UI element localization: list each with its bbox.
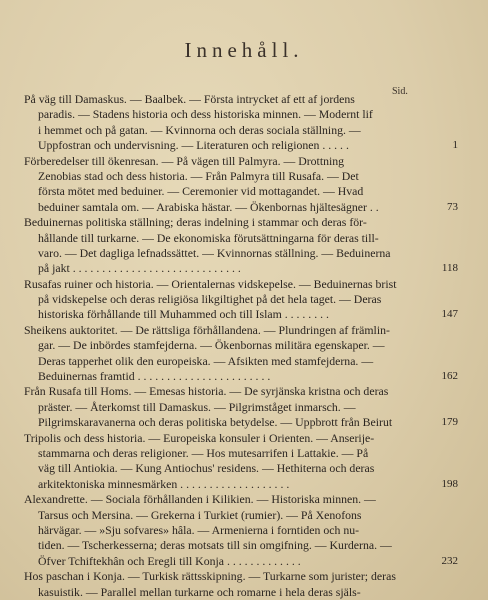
- toc-entry: [24, 384, 458, 430]
- toc-entry-line: Tripolis och dess historia. — Europeiska konsuler i Orienten. — Anserije-: [24, 430, 375, 445]
- toc-entry-line: historiska förhållande till Muhammed och till Islam . . . . . . . . 147: [38, 307, 458, 322]
- toc-entry-line: Tarsus och Mersina. — Grekerna i Turkiet (rumier). — På Xenofons: [38, 507, 362, 522]
- toc-entry: [24, 569, 444, 600]
- toc-entry-line: i hemmet och på gatan. — Kvinnorna och deras sociala ställning. —: [38, 122, 361, 137]
- toc-entry-line: gar. — De inbördes stamfejderna. — Ökenbornas militära egenskaper. —: [38, 338, 385, 353]
- toc-entry-line: första mötet med beduiner. — Ceremonier vid mottagandet. — Hvad: [38, 184, 364, 199]
- toc-entry-line: hållande till turkarne. — De ekonomiska förutsättningarna för deras till-: [38, 230, 379, 245]
- toc-entry-line: väg till Antiokia. — Kung Antiochus' residens. — Hethiterna och deras: [38, 461, 375, 476]
- toc-entry-line: varo. — Det dagliga lefnadssättet. — Kvinnornas ställning. — Beduinerna: [38, 245, 391, 260]
- page-column-label: Sid.: [392, 86, 408, 97]
- page-title: Innehåll.: [184, 38, 304, 62]
- toc-entry-line: Rusafas ruiner och historia. — Orientalernas vidskepelse. — Beduinernas brist: [24, 276, 397, 291]
- toc-entry-line: paradis. — Stadens historia och dess historiska minnen. — Modernt lif: [38, 107, 373, 122]
- toc-page-number: 198: [441, 477, 458, 490]
- toc-page-number: 147: [441, 308, 458, 321]
- toc-entry-line: Pilgrimskaravanerna och deras politiska betydelse. — Uppbrott från Beirut 179: [38, 415, 458, 430]
- toc-entry-line: på vidskepelse och deras religiösa likgiltighet på det hela taget. — Deras: [38, 292, 382, 307]
- toc-entry-line: Hos paschan i Konja. — Turkisk rättsskipning. — Turkarne som jurister; deras: [24, 569, 396, 584]
- toc-entry-line: Förberedelser till ökenresan. — På vägen till Palmyra. — Drottning: [24, 153, 345, 168]
- toc-page-number: 118: [441, 262, 458, 275]
- toc-entry: [24, 215, 458, 277]
- toc-entry-line: Beduinernas framtid . . . . . . . . . . . . . . . . . . . . . . . 162: [38, 369, 458, 384]
- toc-entry-line: arkitektoniska minnesmärken . . . . . . . . . . . . . . . . . . . 198: [38, 476, 458, 491]
- table-of-contents: [24, 92, 458, 600]
- toc-entry: [24, 492, 458, 569]
- toc-entry-line: Från Rusafa till Homs. — Emesas historia. — De syrjänska kristna och deras: [24, 384, 389, 399]
- toc-entry: [24, 153, 458, 216]
- toc-entry-line: på jakt . . . . . . . . . . . . . . . . . . . . . . . . . . . . . 118: [38, 261, 458, 276]
- toc-entry-line: stammarna och deras religioner. — Hos mutesarrifen i Lattakie. — På: [38, 445, 369, 460]
- toc-page-number: 179: [441, 416, 458, 429]
- toc-entry-line: Alexandrette. — Sociala förhållanden i Kilikien. — Historiska minnen. —: [24, 492, 376, 507]
- toc-page-number: 73: [447, 200, 458, 213]
- toc-entry-line: På väg till Damaskus. — Baalbek. — Första intrycket af ett af jordens: [24, 92, 355, 106]
- toc-entry: [24, 322, 458, 385]
- toc-entry-line: Deras tapperhet olik den europeiska. — Afsikten med stamfejderna. —: [38, 353, 374, 368]
- toc-entry-line: kasuistik. — Parallel mellan turkarne och romarne i hela deras själs-: [38, 584, 361, 599]
- toc-entry-line: härvägar. — »Sju sofvares» hâla. — Armenierna i forntiden och nu-: [38, 522, 360, 537]
- toc-entry-line: Öfver Tchiftekhân och Eregli till Konja . . . . . . . . . . . . . 232: [38, 553, 458, 568]
- toc-entry-line: Beduinernas politiska ställning; deras indelning i stammar och deras för-: [24, 215, 367, 230]
- toc-entry-line: tiden. — Tscherkesserna; deras motsats till sin omgifning. — Kurderna. —: [38, 538, 392, 553]
- toc-entry: [24, 92, 458, 154]
- toc-page-number: 162: [441, 370, 458, 383]
- toc-entry: [24, 430, 458, 493]
- toc-entry-line: präster. — Återkomst till Damaskus. — Pilgrimståget inmarsch. —: [38, 399, 356, 414]
- toc-page-number: 1: [452, 139, 458, 152]
- toc-entry: [24, 276, 458, 323]
- toc-entry-line: Zenobias stad och dess historia. — Från Palmyra till Rusafa. — Det: [38, 168, 359, 183]
- toc-entry-line: beduiner samtala om. — Arabiska hästar. — Ökenbornas hjältesägner . . 73: [38, 199, 458, 214]
- toc-entry-line: Uppfostran och undervisning. — Literaturen och religionen . . . . . 1: [38, 138, 458, 153]
- toc-entry-line: Sheikens auktoritet. — De rättsliga förhållandena. — Plundringen af främlin-: [24, 322, 390, 337]
- toc-page-number: 232: [441, 554, 458, 567]
